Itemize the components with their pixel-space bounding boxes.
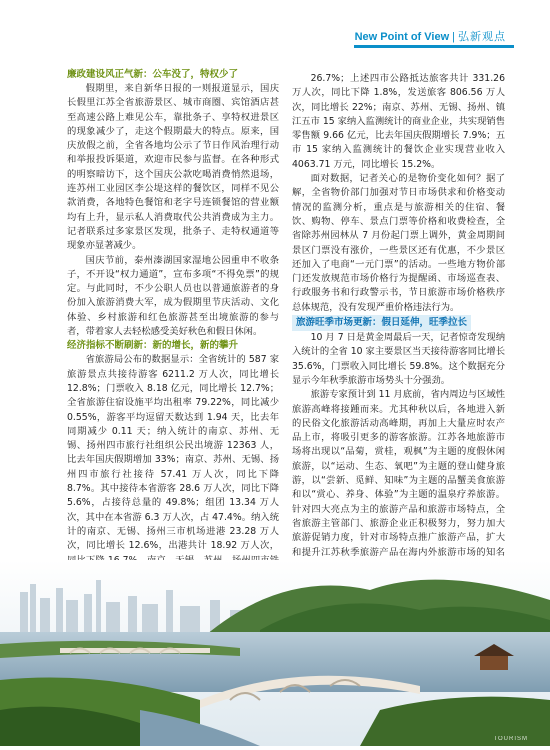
- section-heading-integrity: 廉政建设风正气新：公车没了，特权少了: [67, 69, 239, 80]
- paragraph: 26.7%；上述四市公路抵达旅客共计 331.26 万人次，同比下降 1.8%，发送旅客 806.56 万人次，同比增长 22%；南京、苏州、无锡、扬州、镇江五市 15 家纳入监测统计的商业企业，共实现销售零售额 9.66 亿元，比去年国庆假期增长 7.9%；五市 15 家纳入监测统计的餐饮企业实现营业收入 4063.71 万元，同比增长 15.2%。: [292, 73, 505, 170]
- paragraph: 假期里，来自新华日报的一则报道显示，国庆长假里江苏全省旅游景区、城市商圈、宾馆酒店甚至高速公路上难见公车，靠批条子、享特权进景区的现象减少了，走这个假期最大的特点。原来，国庆放假之前，全省各地均公示了节日作风治理行动和举报投诉渠道，欢迎市民参与监督。在各种形式的明察暗访下，这个国庆公款吃喝消费悄然退场，连苏州工业园区李公堤这样的餐饮区，同样不见公款消费，各地特色餐馆和老字号连锁餐馆的营业额均有上升，显示私人消费取代公共消费成为主力。记者联系过多家景区发现，批条子、走特权通道等现象亦显著减少。: [67, 83, 279, 252]
- title-separator: |: [452, 31, 455, 43]
- paragraph: 旅游专家预计到 11 月底前，省内周边与区域性旅游高峰将接踵而来。尤其种秋以后，各地进入新的民俗文化旅游活动高峰期，再加上大量应时农产品上市，将吸引更多的游客旅游。江苏各地旅游市场将出现以“品菊，赏桂，观枫”为主题的度假休闲旅游，以“运动、生态、氧吧”为主题的登山健身旅游，以“尝新、觅鲜、知味”为主题的品蟹美食旅游和以“赏心、养身、体验”为主题的温泉疗养旅游。针对四大亮点为主的旅游产品和旅游市场特点，全省旅游主管部门、旅游企业正积极努力，努力加大旅游促销力度，针对市场特点推广旅游产品，扩大和提升江苏秋季旅游产品在海内外旅游市场的知名: [292, 389, 505, 558]
- paragraph: 省旅游局公布的数据显示：全省统计的 587 家旅游景点共接待游客 6211.2 万人次，同比增长 12.8%；门票收入 8.18 亿元，同比增长 12.7%；全省旅游住宿设施平均出租率 79.22%，同比减少 0.55%，游客平均逗留天数达到 1.94 天，比去年同期减少 0.11 天；纳入统计的南京、苏州、无锡、扬州四市旅行社组织公民出境游 12363 人，比去年国庆假期增加 33%；南京、苏州、无锡、扬州四市旅行社接待 57.41 万人次，同比下降 8.7%。其中接待本省游客 28.6 万人次，同比下降 5.6%，占接待总量的 49.8%；组团 13.34 万人次，其中在本省游 6.3 万人次，占 47.4%。纳入统计的南京、无锡、扬州三市机场进港 23.28 万人次，同比增长 12.6%，出港共计 18.92 万人次，: [67, 354, 279, 552]
- right-column: [292, 72, 505, 574]
- tourism-watermark: TOURISM: [493, 736, 528, 742]
- landscape-photo: [0, 560, 550, 746]
- page-header: [0, 0, 550, 52]
- section-title-cn: 弘新观点: [458, 31, 506, 43]
- paragraph: 面对数据，记者关心的是物价变化如何？据了解，全省物价部门加强对节日市场供求和价格变动情况的监测分析，重点是与旅游相关的住宿、餐饮、购物、停车、景点门票等价格和收费检查，全省除苏州园林从 7 月份起门票上调外，黄金周期间景区门票没有涨价，一些景区还有优惠，不少景区还加入了电商“一元门票”的活动。一些地方物价部门还发放规范市场价格行为提醒函、市场巡查表、行政服务书和行政警示书，节日旅游市场价格秩序总体规范，没有发现严重价格违法行为。: [292, 173, 505, 313]
- section-title-en: New Point of View: [354, 31, 450, 43]
- left-column: [67, 68, 279, 596]
- paragraph: 国庆节前，泰州溱湖国家湿地公园重申不收条子，不开设“权力通道”，宣布多项“不得免票”的规定。与此同时，不少公职人员也以普通旅游者的身份加入旅游消费大军，成为假期里节庆活动、文化体验、乡村旅游和红色旅游甚至出境旅游的参与者，带着家人去轻松感受美好秋色和假日休闲。: [67, 254, 279, 338]
- paragraph: 10 月 7 日是黄金周最后一天，记者惊奇发现纳入统计的全省 10 家主要景区当天接待游客同比增长 35.6%，门票收入同比增长 59.8%。这个数据充分显示今年秋季旅游市场势头十分强劲。: [292, 332, 505, 386]
- section-heading-season: 旅游旺季市场更新：假日延伸，旺季拉长: [292, 315, 471, 331]
- section-title: [355, 28, 506, 44]
- lake-bridge-landscape-photo: [0, 560, 550, 746]
- header-rule: [354, 45, 514, 48]
- section-heading-economy: 经济指标不断刷新：新的增长，新的攀升: [67, 340, 239, 352]
